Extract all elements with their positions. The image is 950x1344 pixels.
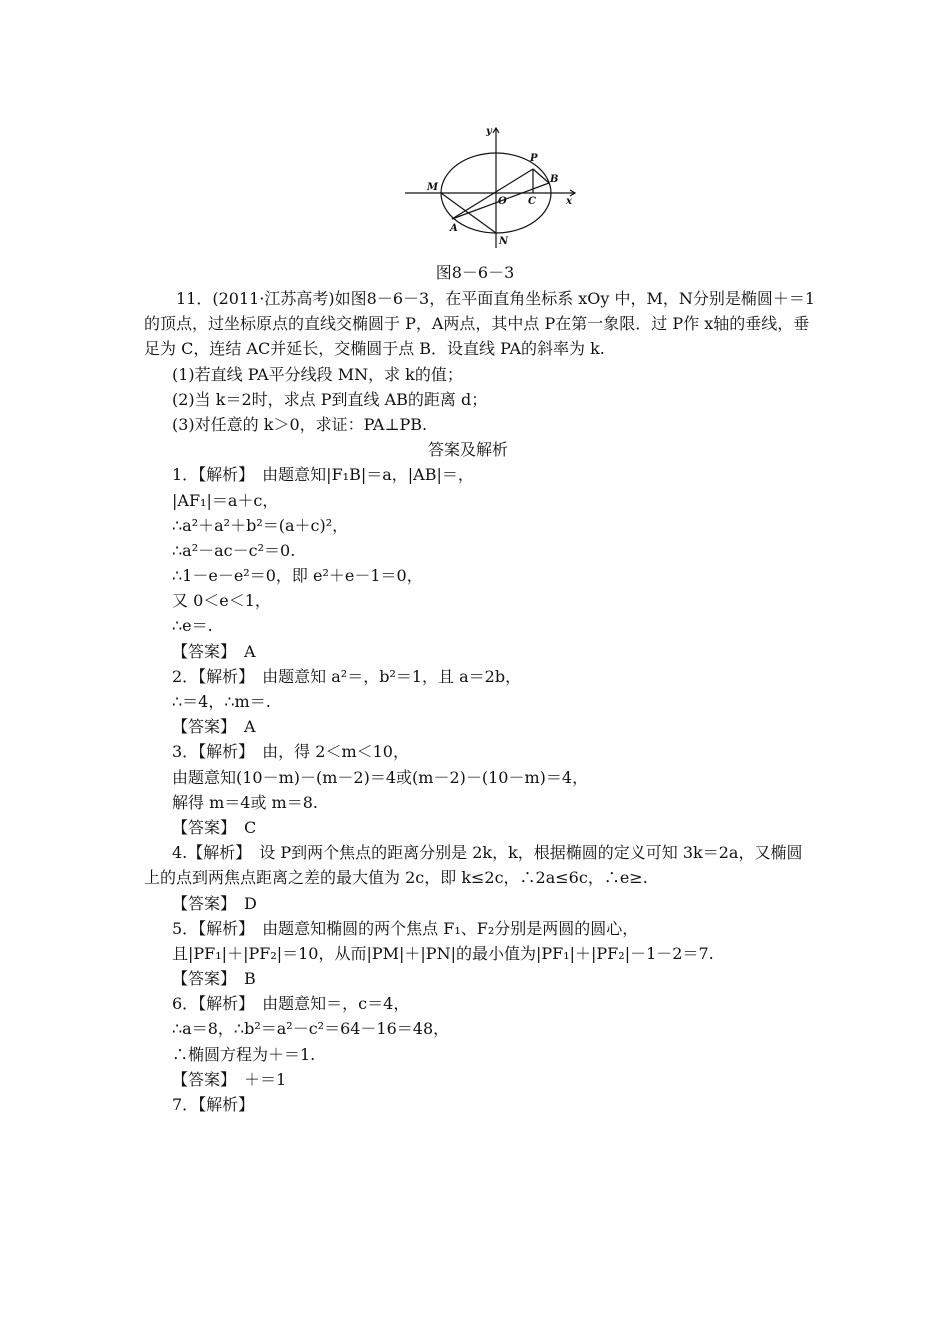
answer-line: 【答案】 C	[172, 817, 257, 837]
answers-heading: 答案及解析	[427, 440, 508, 460]
answer-line: 2．【解析】 由题意知 a²＝，b²＝1，且 a＝2b，	[172, 666, 522, 686]
answer-line: ∴a²－ac－c²＝0.	[172, 540, 296, 560]
answer-line: ∴椭圆方程为＋＝1.	[172, 1044, 316, 1064]
answer-line: ∴1－e－e²＝0，即 e²＋e－1＝0，	[172, 566, 423, 586]
answer-line: 且|PF₁|＋|PF₂|＝10，从而|PM|＋|PN|的最小值为|PF₁|＋|PF₂|－1－2＝7.	[172, 943, 714, 963]
figure-caption: 图8－6－3	[435, 263, 515, 282]
answer4-line1: 4.【解析】 设 P到两个焦点的距离分别是 2k，k，根据椭圆的定义可知 3k＝2a，又椭圆	[172, 843, 803, 863]
label-A: A	[450, 223, 458, 234]
answer-line: 【答案】 A	[172, 717, 256, 737]
answer-line: |AF₁|＝a＋c，	[172, 490, 279, 510]
answer-line: 6．【解析】 由题意知＝，c＝4，	[172, 994, 410, 1014]
answer-line: 又 0＜e＜1，	[172, 591, 271, 611]
answer-line: 7．【解析】	[172, 1095, 255, 1114]
problem11-question1: (1)若直线 PA平分线段 MN，求 k的值；	[172, 364, 463, 384]
ellipse-figure	[400, 118, 590, 258]
label-C: C	[528, 196, 536, 207]
document-body	[144, 286, 816, 1117]
answer-line: ∴＝4，∴m＝.	[172, 692, 271, 711]
problem11-question2: (2)当 k＝2时，求点 P到直线 AB的距离 d；	[172, 389, 488, 409]
label-B: B	[550, 174, 559, 185]
label-x: x	[566, 196, 572, 207]
answer-line: 【答案】 D	[172, 893, 257, 913]
problem11-line1: 11．(2011·江苏高考)如图8－6－3，在平面直角坐标系 xOy 中，M，N分别是椭圆＋＝1	[176, 289, 816, 308]
problem11-line2: 的顶点，过坐标原点的直线交椭圆于 P，A两点，其中点 P在第一象限．过 P作 x轴的垂线，垂	[144, 314, 810, 334]
label-N: N	[499, 236, 509, 247]
label-y: y	[486, 126, 492, 137]
answer-line: 3．【解析】 由，得 2＜m＜10，	[172, 742, 409, 762]
answer-line: ∴a＝8，∴b²＝a²－c²＝64－16＝48，	[172, 1019, 450, 1039]
answer-line: ∴a²＋a²＋b²＝(a＋c)²，	[172, 515, 349, 535]
label-M: M	[427, 182, 439, 193]
answer-line: 【答案】 ＋＝1	[172, 1069, 287, 1089]
problem11-question3: (3)对任意的 k＞0，求证：PA⊥PB.	[172, 414, 428, 434]
problem11-line3: 足为 C，连结 AC并延长，交椭圆于点 B．设直线 PA的斜率为 k.	[144, 339, 605, 359]
answer-line: 【答案】 A	[172, 641, 256, 661]
answer-line: 由题意知(10－m)－(m－2)＝4或(m－2)－(10－m)＝4，	[172, 767, 589, 787]
label-O: O	[498, 196, 507, 207]
answer-line: 1．【解析】 由题意知|F₁B|＝a，|AB|＝，	[172, 465, 474, 485]
label-P: P	[530, 153, 538, 164]
answer-line: ∴e＝.	[172, 616, 213, 636]
answer-line: 解得 m＝4或 m＝8.	[172, 792, 318, 812]
answer-line: 5．【解析】 由题意知椭圆的两个焦点 F₁、F₂分别是两圆的圆心，	[172, 918, 639, 938]
answer-line: 【答案】 B	[172, 969, 256, 989]
answer4-line2: 上的点到两焦点距离之差的最大值为 2c，即 k≤2c，∴2a≤6c，∴e≥.	[144, 868, 648, 888]
